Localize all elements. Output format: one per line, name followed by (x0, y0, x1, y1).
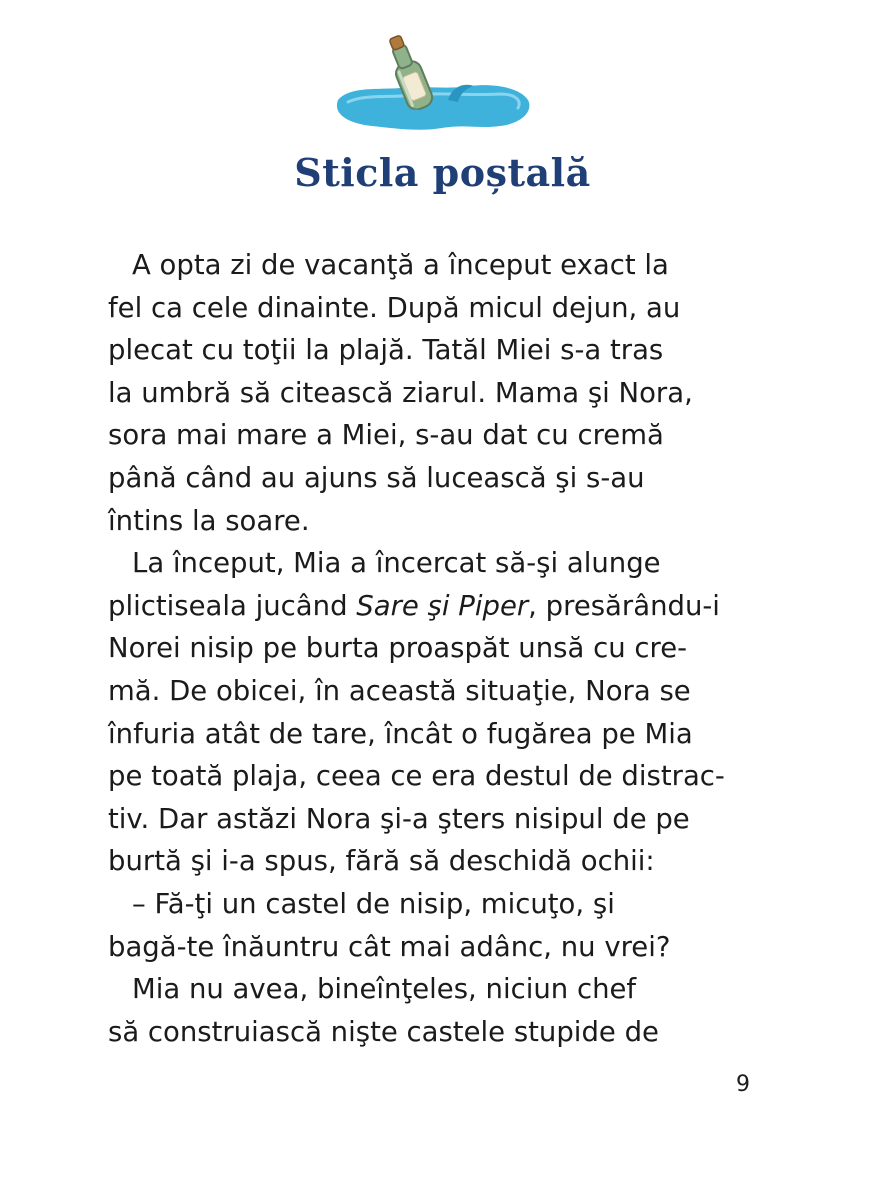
text-line: La început, Mia a încercat să-şi alunge (132, 547, 661, 580)
text-line: sora mai mare a Miei, s-au dat cu cremă (108, 419, 664, 452)
page-number: 9 (736, 1072, 750, 1097)
bottle-in-water-icon (330, 28, 535, 148)
text-line: pe toată plaja, ceea ce era destul de distrac- (108, 760, 725, 793)
text-line: fel ca cele dinainte. După micul dejun, au (108, 291, 681, 324)
text-line: burtă şi i-a spus, fără să deschidă ochii: (108, 845, 655, 878)
text-line: înfuria atât de tare, încât o fugărea pe Mia (108, 717, 693, 750)
text-line: bagă-te înăuntru cât mai adânc, nu vrei? (108, 930, 671, 963)
text-line: Norei nisip pe burta proaspăt unsă cu cre- (108, 632, 688, 665)
text-line: întins la soare. (108, 504, 310, 537)
game-name-italic: Sare şi Piper (356, 589, 529, 622)
text-line: mă. De obicei, în această situaţie, Nora se (108, 674, 691, 707)
body-text (108, 244, 768, 1053)
text-line: tiv. Dar astăzi Nora şi-a şters nisipul de pe (108, 802, 690, 835)
text-segment: plictiseala jucând (108, 589, 357, 622)
text-line: – Fă-ţi un castel de nisip, micuţo, şi (132, 887, 615, 920)
text-line: până când au ajuns să lucească şi s-au (108, 461, 645, 494)
text-segment: , presărându-i (528, 589, 720, 622)
text-line: să construiască nişte castele stupide de (108, 1015, 659, 1048)
text-line (108, 585, 768, 628)
text-line: Mia nu avea, bineînţeles, niciun chef (132, 973, 637, 1006)
text-line: la umbră să citească ziarul. Mama şi Nora, (108, 376, 693, 409)
chapter-title: Sticla poștală (294, 150, 591, 195)
text-line: plecat cu toţii la plajă. Tatăl Miei s-a tras (108, 334, 664, 367)
text-line: A opta zi de vacanţă a început exact la (132, 249, 669, 281)
